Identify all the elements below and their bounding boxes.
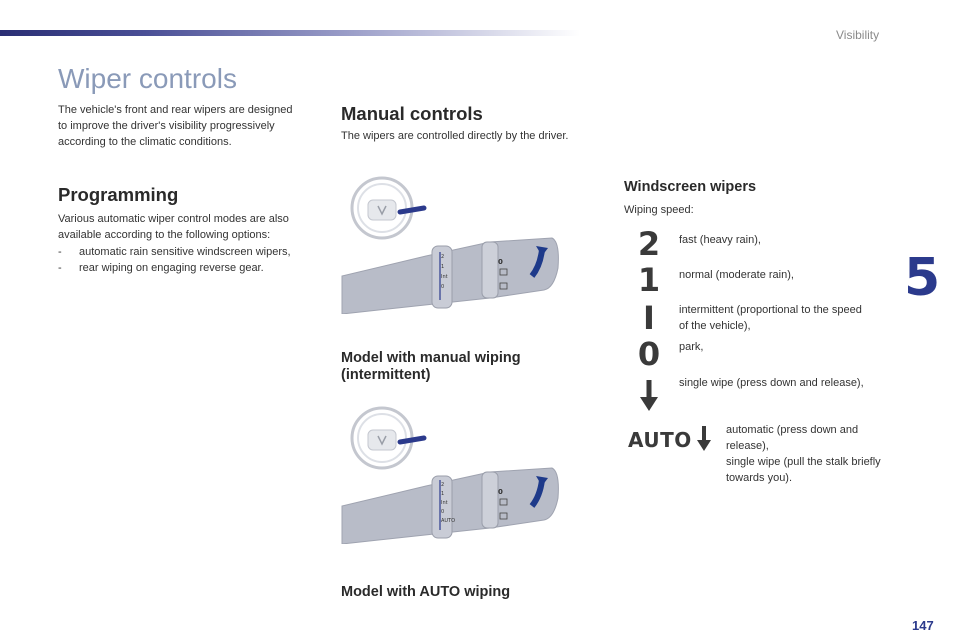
option-text: rear wiping on engaging reverse gear.	[79, 262, 264, 274]
stalk-mark-1: 1	[441, 264, 445, 270]
intro-paragraph: The vehicle's front and rear wipers are designed to improve the driver's visibility progressively according to the climatic conditions.	[58, 104, 293, 148]
auto-text: automatic (press down and release),	[726, 424, 859, 452]
wiping-speed-label: Wiping speed:	[624, 204, 694, 216]
model-auto-heading: Model with AUTO wiping	[341, 584, 511, 600]
option-text: automatic rain sensitive windscreen wipers,	[79, 246, 291, 258]
windscreen-wipers-heading: Windscreen wipers	[624, 179, 757, 195]
model-manual-heading: Model with manual wiping (intermittent)	[341, 350, 521, 383]
symbol-2: 2	[637, 225, 661, 263]
manual-controls-heading: Manual controls	[341, 103, 483, 124]
stalk-mark-0: 0	[441, 284, 445, 290]
programming-heading: Programming	[58, 184, 179, 205]
pull-stalk-text: single wipe (pull the stalk briefly towards you).	[726, 456, 881, 484]
section-name: Visibility	[836, 28, 880, 42]
page-number: 147	[912, 618, 934, 633]
chapter-number: 5	[904, 248, 941, 308]
programming-option	[58, 260, 264, 276]
auto-stalk-illustration	[340, 402, 565, 544]
programming-option	[58, 244, 291, 260]
auto-symbol: AUTO	[628, 428, 692, 452]
stalk-mark-0: 0	[441, 509, 445, 515]
steering-wheel-icon	[352, 178, 424, 238]
stalk-mark-2: 2	[441, 254, 445, 260]
rear-wiper-mark-0: 0	[498, 258, 503, 266]
single-wipe-text: single wipe (press down and release),	[679, 377, 864, 389]
manual-controls-text: The wipers are controlled directly by the driver.	[341, 130, 569, 142]
rear-wiper-mark-0: 0	[498, 488, 503, 496]
intermittent-text: intermittent (proportional to the speed of the vehicle),	[679, 304, 862, 332]
arrow-down-icon	[639, 380, 659, 412]
symbol-1: 1	[637, 261, 661, 299]
fast-text: fast (heavy rain),	[679, 234, 761, 246]
option-bullet: -	[58, 246, 62, 258]
stalk-mark-1: 1	[441, 491, 445, 497]
symbol-0: 0	[637, 335, 661, 373]
symbol-intermittent: I	[643, 299, 655, 337]
page-title: Wiper controls	[58, 63, 237, 94]
stalk-mark-2: 2	[441, 482, 445, 488]
stalk-mark-int: Int	[441, 274, 448, 280]
normal-text: normal (moderate rain),	[679, 269, 794, 281]
option-bullet: -	[58, 262, 62, 274]
programming-text: Various automatic wiper control modes are also available according to the following options:	[58, 213, 289, 241]
steering-wheel-icon	[352, 408, 424, 468]
park-text: park,	[679, 341, 704, 353]
stalk-mark-int: Int	[441, 500, 448, 506]
manual-stalk-illustration	[340, 172, 565, 314]
auto-arrow-down-icon	[696, 426, 712, 452]
header-gradient-bar	[0, 30, 580, 36]
stalk-mark-auto: AUTO	[441, 518, 456, 524]
